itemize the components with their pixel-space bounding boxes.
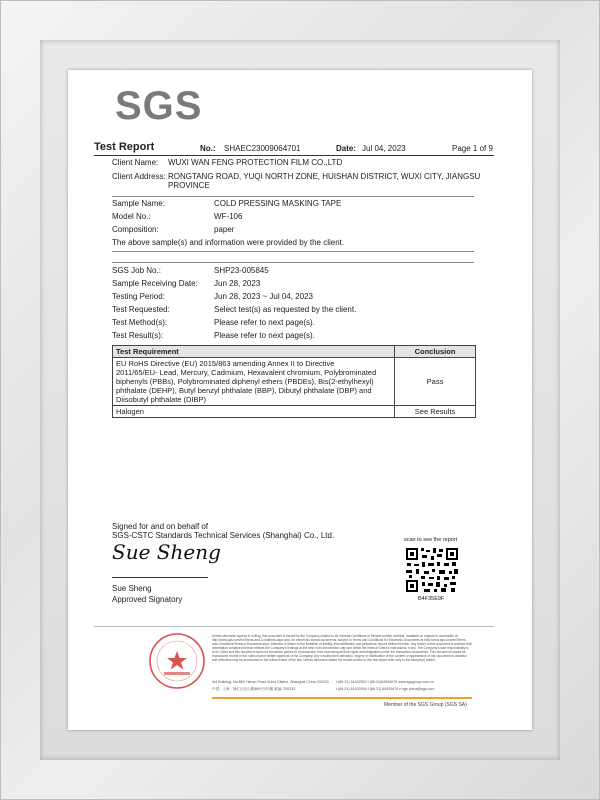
contact-line-1: t (86-21) 61402553 f (86-21)64953679 www.sgsgroup.com.cn xyxy=(336,680,435,684)
requirement-line: 2011/65/EU- Lead, Mercury, Cadmium, Hexavalent chromium, Polybrominated xyxy=(116,368,377,377)
footer-accent-line xyxy=(212,697,472,699)
testing-period-value: Jun 28, 2023 ~ Jul 04, 2023 xyxy=(214,292,313,301)
signatory-role: Approved Signatory xyxy=(112,595,183,604)
test-requested-value: Select test(s) as requested by the client. xyxy=(214,305,357,314)
qr-code-text: B4F35E9F xyxy=(418,596,445,602)
test-method-label: Test Method(s): xyxy=(112,318,168,327)
report-date-label: Date: xyxy=(336,144,357,153)
address-chinese: 中国 · 上海 · 徐汇区宜山路889号3号楼 邮编: 200233 xyxy=(212,687,296,691)
address-english: 3rd Building, No.889 Yishan Road Xuhui District, Shanghai China 200233 xyxy=(212,680,329,684)
table-row xyxy=(113,406,476,418)
company-seal-icon xyxy=(148,632,206,690)
model-no-label: Model No.: xyxy=(112,212,151,221)
client-address-label: Client Address: xyxy=(112,172,166,181)
qr-code-icon[interactable] xyxy=(404,546,460,594)
contact-line-2: t (86-21) 61402594 f (86-21) 64953679 e sgs.china@sgs.com xyxy=(336,687,435,691)
report-no-value: SHAEC23009064701 xyxy=(224,144,301,153)
legal-fine-print: Unless otherwise agreed in writing, this document is issued by the Company subject to its General Conditions of Service printed overleaf, available on request or accessible at http://www.sgs.com/en/Terms-and-Conditions.aspx and, for electronic format documents, subject to Terms and Conditions for Electronic Documents at http://www.sgs.com/en/Terms-and-Conditions/Terms-e-Document.aspx. Attention is drawn to the limitation of liability, indemnification and jurisdiction issues defined therein. Any holder of this document is advised that information contained hereon reflects the Company's findings at the time of its intervention only and within the limits of Client's instructions, if any. The Company's sole responsibility is to its Client and this document does not exonerate parties to a transaction from exercising all their rights and obligations under the transaction documents. This document cannot be reproduced except in full, without prior written approval of the Company. Any unauthorized alteration, forgery or falsification of the content or appearance of this document is unlawful and offenders may be prosecuted to the fullest extent of the law. Unless otherwise stated the results shown in this test report refer only to the sample(s) tested. xyxy=(212,634,472,662)
signatory-name: Sue Sheng xyxy=(112,584,152,593)
receiving-date-label: Sample Receiving Date: xyxy=(112,279,198,288)
signature-line xyxy=(112,577,208,578)
client-name-label: Client Name: xyxy=(112,158,159,167)
composition-label: Composition: xyxy=(112,225,159,234)
section-divider xyxy=(112,262,474,263)
sample-name-label: Sample Name: xyxy=(112,199,165,208)
page-number: Page 1 of 9 xyxy=(452,144,493,153)
test-requested-label: Test Requested: xyxy=(112,305,170,314)
report-title: Test Report xyxy=(94,141,155,153)
test-requirement-table xyxy=(112,345,476,418)
sample-note: The above sample(s) and information were provided by the client. xyxy=(112,238,345,247)
table-header-row xyxy=(113,346,476,358)
sample-name-value: COLD PRESSING MASKING TAPE xyxy=(214,199,342,208)
receiving-date-value: Jun 28, 2023 xyxy=(214,279,261,288)
handwritten-signature: Sue Sheng xyxy=(112,540,221,564)
job-no-label: SGS Job No.: xyxy=(112,266,161,275)
section-divider xyxy=(112,251,474,252)
test-result-value: Please refer to next page(s). xyxy=(214,331,315,340)
requirement-line: phthalate (DEHP), Butyl benzyl phthalate (BBP), Dibutyl phthalate (DBP) and xyxy=(116,386,372,395)
testing-period-label: Testing Period: xyxy=(112,292,165,301)
requirement-line: Diisobutyl phthalate (DIBP) xyxy=(116,395,207,404)
company-name-line: SGS-CSTC Standards Technical Services (Shanghai) Co., Ltd. xyxy=(112,531,335,540)
footer-divider xyxy=(94,626,494,627)
client-address-line2: PROVINCE xyxy=(168,181,210,190)
signed-behalf-line: Signed for and on behalf of xyxy=(112,522,209,531)
model-no-value: WF-106 xyxy=(214,212,243,221)
requirement-cell xyxy=(113,358,395,406)
title-divider xyxy=(94,155,494,156)
requirement-line: Halogen xyxy=(116,407,144,416)
composition-value: paper xyxy=(214,225,235,234)
test-result-label: Test Result(s): xyxy=(112,331,164,340)
conclusion-cell: See Results xyxy=(395,406,476,418)
report-date-value: Jul 04, 2023 xyxy=(362,144,406,153)
client-name-value: WUXI WAN FENG PROTECTION FILM CO.,LTD xyxy=(168,158,343,167)
report-no-label: No.: xyxy=(200,144,216,153)
conclusion-column-header: Conclusion xyxy=(395,346,476,358)
requirement-line: EU RoHS Directive (EU) 2015/863 amending Annex II to Directive xyxy=(116,359,335,368)
sgs-logo: SGS xyxy=(115,84,203,128)
job-no-value: SHP23-005845 xyxy=(214,266,269,275)
conclusion-cell: Pass xyxy=(395,358,476,406)
client-address-line1: RONGTANG ROAD, YUQI NORTH ZONE, HUISHAN DISTRICT, WUXI CITY, JIANGSU xyxy=(168,172,481,181)
sgs-group-member-text: Member of the SGS Group (SGS SA) xyxy=(384,702,467,708)
qr-caption: scan to see the report xyxy=(404,537,458,543)
section-divider xyxy=(112,196,474,197)
requirement-column-header: Test Requirement xyxy=(113,346,395,358)
table-row xyxy=(113,358,476,406)
requirement-line: biphenyls (PBBs), Polybrominated diphenyl ethers (PBDEs), Bis(2-ethylhexyl) xyxy=(116,377,374,386)
test-method-value: Please refer to next page(s). xyxy=(214,318,315,327)
requirement-cell xyxy=(113,406,395,418)
